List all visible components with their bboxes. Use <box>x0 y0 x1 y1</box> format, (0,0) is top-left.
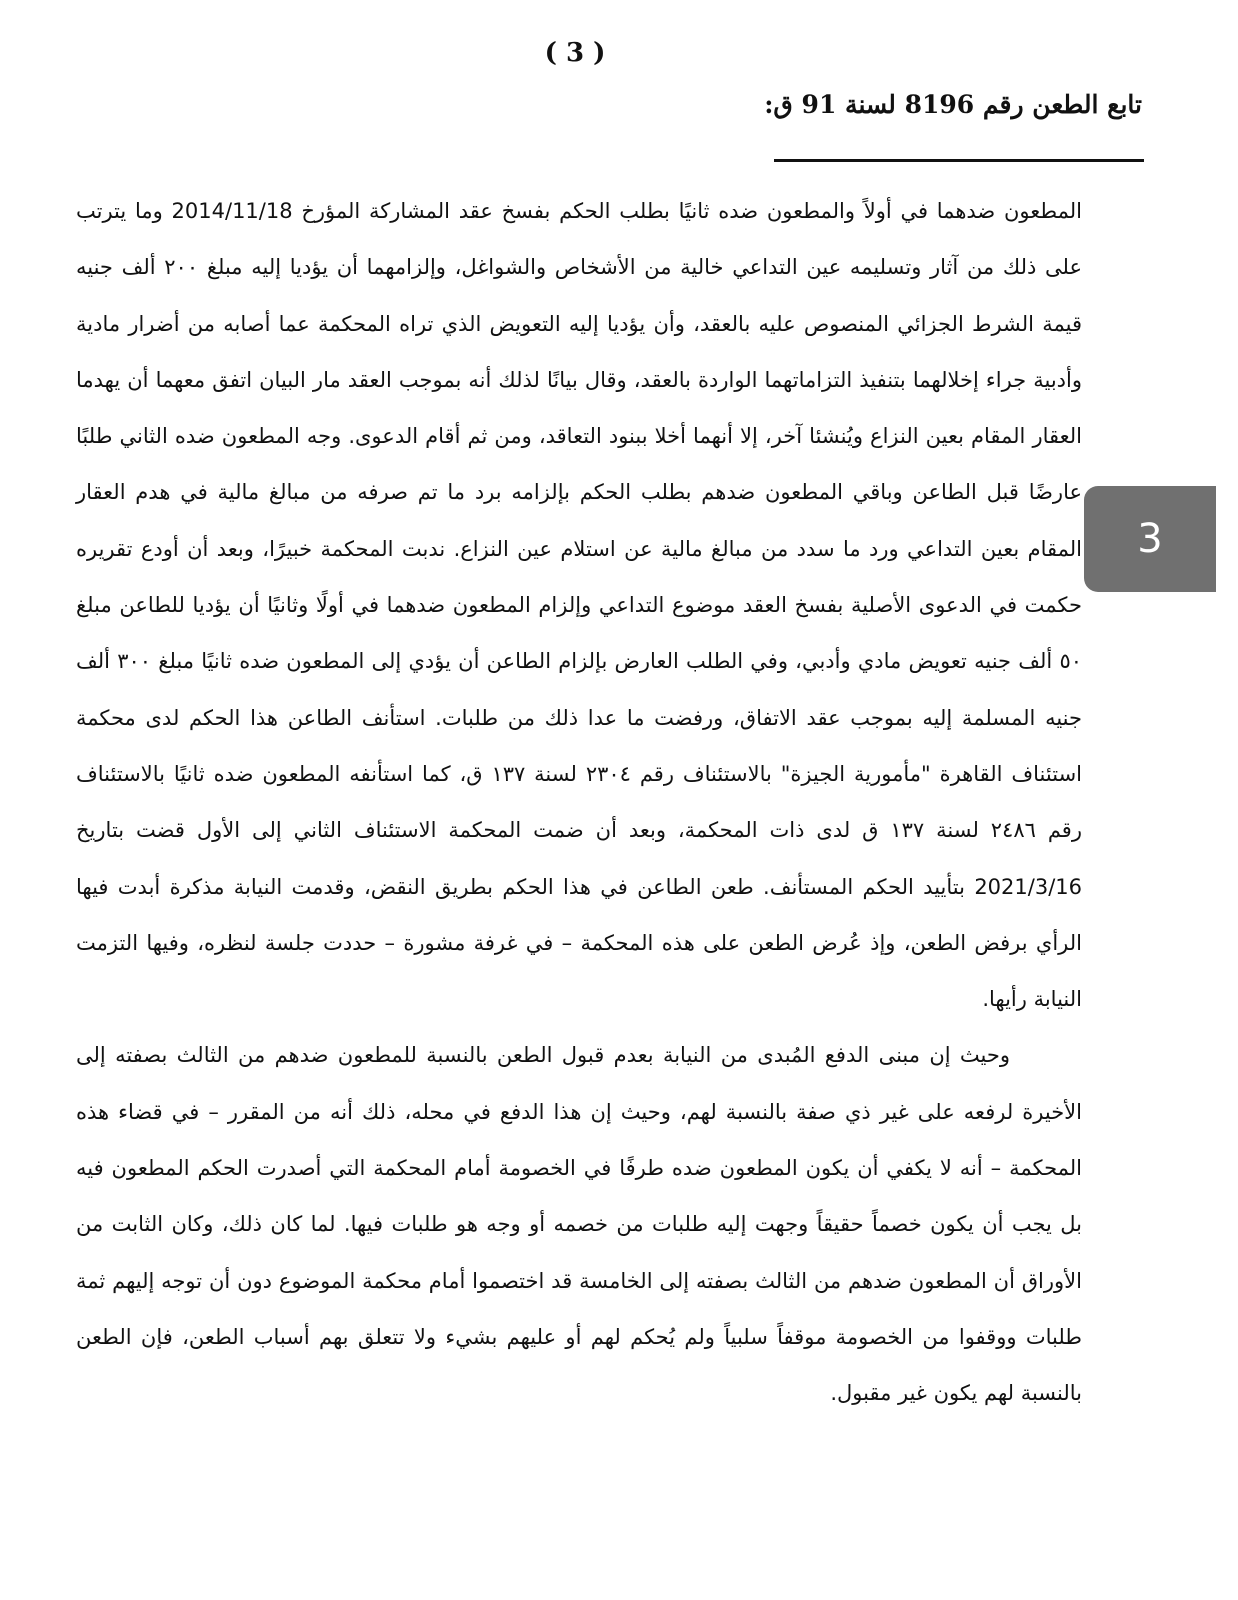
page-indicator-badge: 3 <box>1084 486 1216 592</box>
case-header-title: تابع الطعن رقم 8196 لسنة 91 ق: <box>764 90 1142 119</box>
page-number: ( 3 ) <box>544 38 606 68</box>
document-body <box>76 183 1082 1422</box>
header-divider <box>774 159 1144 162</box>
paragraph-reasoning: وحيث إن مبنى الدفع المُبدى من النيابة بعدم قبول الطعن بالنسبة للمطعون ضدهم من الثالث بصفته إلى الأخيرة لرفعه على غير ذي صفة بالنسبة لهم، وحيث إن هذا الدفع في محله، ذلك أنه من المقرر – في قضاء هذه المحكمة – أنه لا يكفي أن يكون المطعون ضده طرفًا في الخصومة أمام المحكمة التي أصدرت الحكم المطعون فيه بل يجب أن يكون خصماً حقيقاً وجهت إليه طلبات من خصمه أو وجه هو طلبات فيها. لما كان ذلك، وكان الثابت من الأوراق أن المطعون ضدهم من الثالث بصفته إلى الخامسة قد اختصموا أمام محكمة الموضوع دون أن توجه إليهم ثمة طلبات ووقفوا من الخصومة موقفاً سلبياً ولم يُحكم لهم أو عليهم بشيء ولا تتعلق بهم أسباب الطعن، فإن الطعن بالنسبة لهم يكون غير مقبول. <box>76 1043 1082 1406</box>
paragraph-facts: المطعون ضدهما في أولاً والمطعون ضده ثانيًا بطلب الحكم بفسخ عقد المشاركة المؤرخ 2014/11/18 وما يترتب على ذلك من آثار وتسليمه عين التداعي خالية من الأشخاص والشواغل، وإلزامهما أن يؤديا إليه مبلغ ٢٠٠ ألف جنيه قيمة الشرط الجزائي المنصوص عليه بالعقد، وأن يؤديا إليه التعويض الذي تراه المحكمة عما أصابه من أضرار مادية وأدبية جراء إخلالهما بتنفيذ التزاماتهما الواردة بالعقد، وقال بيانًا لذلك أنه بموجب العقد مار البيان اتفق معهما أن يهدما العقار المقام بعين النزاع ويُنشئا آخر، إلا أنهما أخلا ببنود التعاقد، ومن ثم أقام الدعوى. وجه المطعون ضده الثاني طلبًا عارضًا قبل الطاعن وباقي المطعون ضدهم بطلب الحكم بإلزامه برد ما تم صرفه من مبالغ مالية في هدم العقار المقام بعين التداعي ورد ما سدد من مبالغ مالية عن استلام عين النزاع. ندبت المحكمة خبيرًا، وبعد أن أودع تقريره حكمت في الدعوى الأصلية بفسخ العقد موضوع التداعي وإلزام المطعون ضدهما في أولًا وثانيًا أن يؤديا للطاعن مبلغ ٥٠ ألف جنيه تعويض مادي وأدبي، وفي الطلب العارض بإلزام الطاعن أن يؤدي إلى المطعون ضده ثانيًا مبلغ ٣٠٠ ألف جنيه المسلمة إليه بموجب عقد الاتفاق، ورفضت ما عدا ذلك من طلبات. استأنف الطاعن هذا الحكم لدى محكمة استئناف القاهرة "مأمورية الجيزة" بالاستئناف رقم ٢٣٠٤ لسنة ١٣٧ ق، كما استأنفه المطعون ضده ثانيًا بالاستئناف رقم ٢٤٨٦ لسنة ١٣٧ ق لدى ذات المحكمة، وبعد أن ضمت المحكمة الاستئناف الثاني إلى الأول قضت بتاريخ 2021/3/16 بتأييد الحكم المستأنف. طعن الطاعن في هذا الحكم بطريق النقض، وقدمت النيابة مذكرة أبدت فيها الرأي برفض الطعن، وإذ عُرض الطعن على هذه المحكمة – في غرفة مشورة – حددت جلسة لنظره، وفيها التزمت النيابة رأيها. <box>76 199 1083 1012</box>
